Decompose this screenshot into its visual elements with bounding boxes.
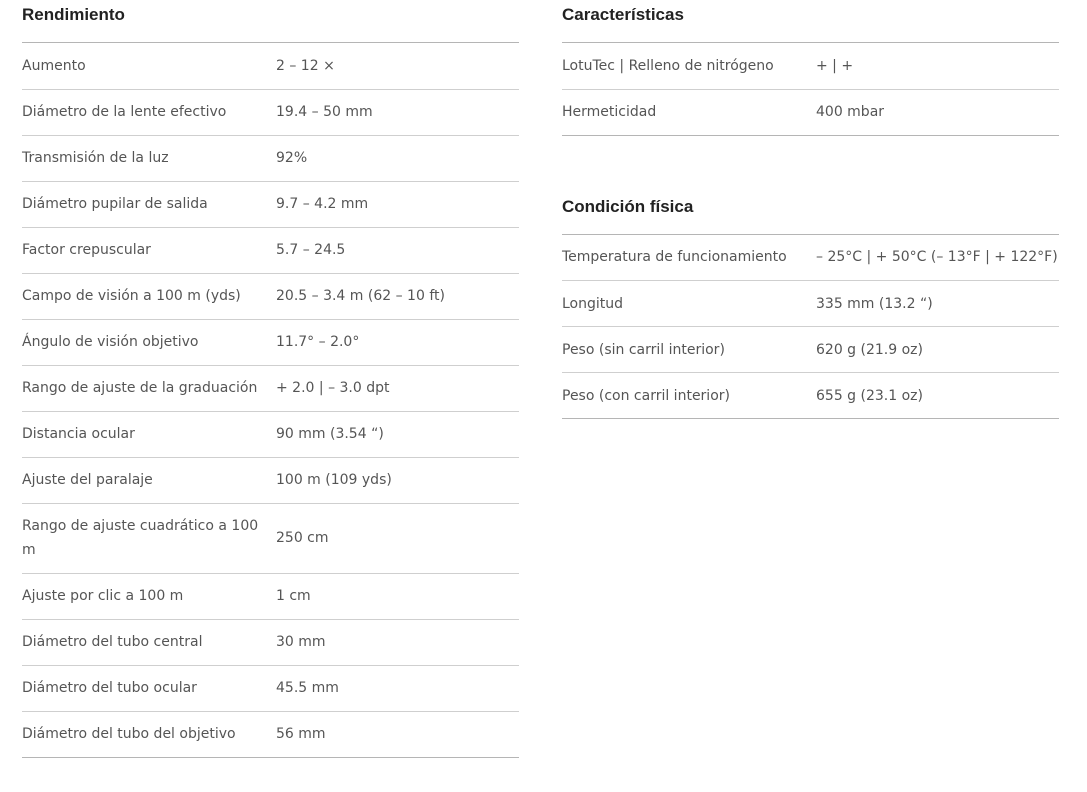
spec-label: Rango de ajuste cuadrático a 100 m <box>22 503 276 573</box>
table-row <box>22 135 519 181</box>
table-row <box>22 365 519 411</box>
spec-label: Factor crepuscular <box>22 227 276 273</box>
spec-value: 20.5 – 3.4 m (62 – 10 ft) <box>276 273 519 319</box>
spec-value: 335 mm (13.2 “) <box>816 281 1059 327</box>
spec-label: Peso (sin carril interior) <box>562 327 816 373</box>
spec-value: 56 mm <box>276 711 519 757</box>
spec-value: 1 cm <box>276 573 519 619</box>
table-row <box>562 235 1059 281</box>
table-row <box>22 457 519 503</box>
spec-label: Aumento <box>22 43 276 89</box>
spec-label: Diámetro del tubo ocular <box>22 665 276 711</box>
spec-label: Temperatura de funcionamiento <box>562 235 816 281</box>
table-row <box>22 181 519 227</box>
spec-value: 2 – 12 × <box>276 43 519 89</box>
features-section <box>562 0 1059 136</box>
spec-label: Ángulo de visión objetivo <box>22 319 276 365</box>
physical-table <box>562 235 1059 420</box>
table-row <box>562 89 1059 135</box>
table-row <box>22 503 519 573</box>
spec-label: Longitud <box>562 281 816 327</box>
spec-label: Ajuste por clic a 100 m <box>22 573 276 619</box>
performance-section <box>22 0 519 758</box>
spec-label: Campo de visión a 100 m (yds) <box>22 273 276 319</box>
table-row <box>22 711 519 757</box>
spec-label: Diámetro de la lente efectivo <box>22 89 276 135</box>
section-title-performance: Rendimiento <box>22 0 519 43</box>
spec-value: 400 mbar <box>816 89 1059 135</box>
spec-value: + 2.0 | – 3.0 dpt <box>276 365 519 411</box>
spec-label: Ajuste del paralaje <box>22 457 276 503</box>
spec-label: Diámetro del tubo central <box>22 619 276 665</box>
spec-value: 90 mm (3.54 “) <box>276 411 519 457</box>
table-row <box>22 227 519 273</box>
spec-label: Rango de ajuste de la graduación <box>22 365 276 411</box>
table-row <box>22 619 519 665</box>
spec-label: Distancia ocular <box>22 411 276 457</box>
table-row <box>562 43 1059 89</box>
spec-value: 45.5 mm <box>276 665 519 711</box>
spec-label: Peso (con carril interior) <box>562 373 816 419</box>
physical-section <box>562 192 1059 420</box>
table-row <box>22 43 519 89</box>
spec-label: LotuTec | Relleno de nitrógeno <box>562 43 816 89</box>
section-spacer <box>562 136 1059 192</box>
spec-label: Transmisión de la luz <box>22 135 276 181</box>
table-row <box>22 319 519 365</box>
spec-label: Hermeticidad <box>562 89 816 135</box>
spec-value: 19.4 – 50 mm <box>276 89 519 135</box>
section-title-physical: Condición física <box>562 192 1059 235</box>
spec-value: 100 m (109 yds) <box>276 457 519 503</box>
table-row <box>562 373 1059 419</box>
spec-value: 250 cm <box>276 503 519 573</box>
spec-label: Diámetro del tubo del objetivo <box>22 711 276 757</box>
performance-table <box>22 43 519 758</box>
spec-value: 9.7 – 4.2 mm <box>276 181 519 227</box>
table-row <box>22 573 519 619</box>
features-table <box>562 43 1059 136</box>
spec-value: 30 mm <box>276 619 519 665</box>
spec-value: 655 g (23.1 oz) <box>816 373 1059 419</box>
table-row <box>22 665 519 711</box>
features-physical-column <box>562 0 1059 419</box>
table-row <box>562 327 1059 373</box>
spec-value: 11.7° – 2.0° <box>276 319 519 365</box>
spec-label: Diámetro pupilar de salida <box>22 181 276 227</box>
table-row <box>22 89 519 135</box>
spec-value: 92% <box>276 135 519 181</box>
table-row <box>22 411 519 457</box>
table-row <box>22 273 519 319</box>
spec-value: + | + <box>816 43 1059 89</box>
section-title-features: Características <box>562 0 1059 43</box>
spec-value: 620 g (21.9 oz) <box>816 327 1059 373</box>
spec-value: 5.7 – 24.5 <box>276 227 519 273</box>
table-row <box>562 281 1059 327</box>
spec-value: – 25°C | + 50°C (– 13°F | + 122°F) <box>816 235 1059 281</box>
